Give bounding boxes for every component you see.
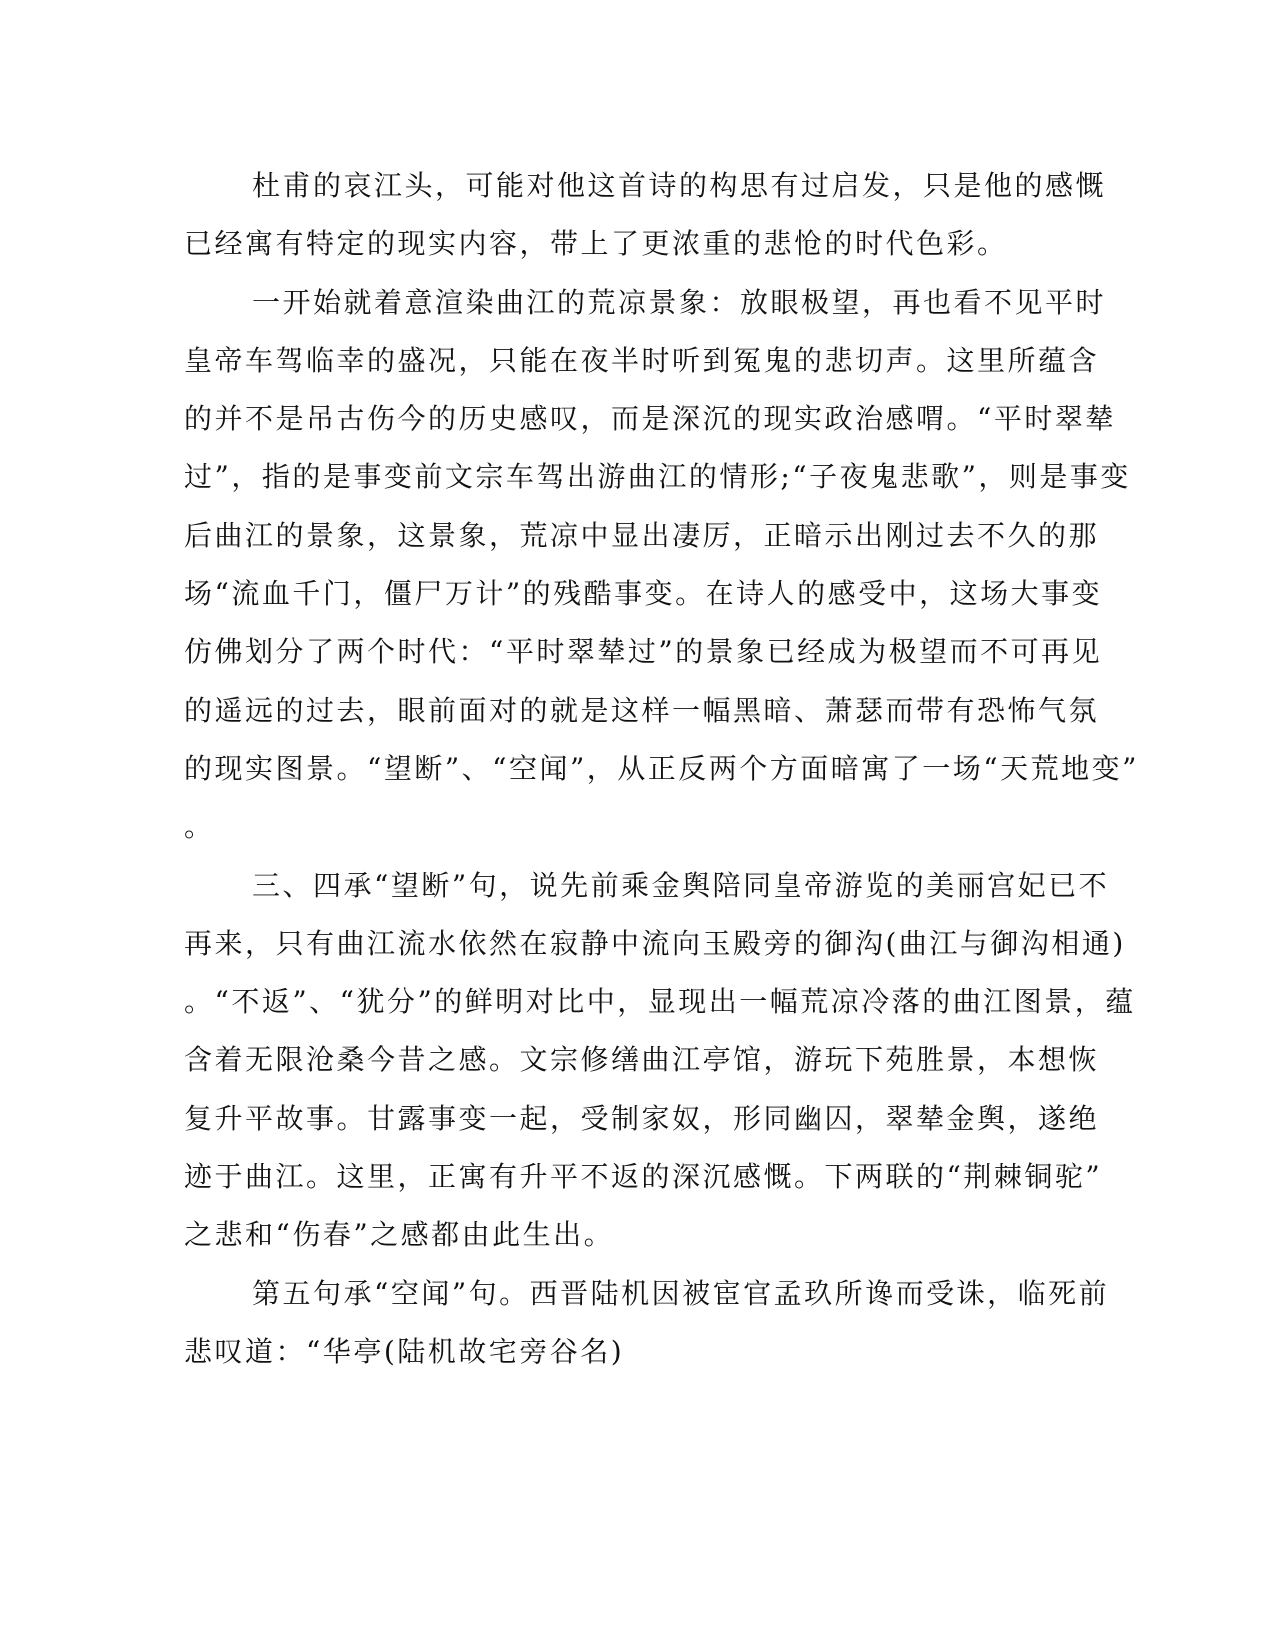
text-line: 含着无限沧桑今昔之感。文宗修缮曲江亭馆，游玩下苑胜景，本想恢 xyxy=(184,1043,1100,1077)
text-line: 过”，指的是事变前文宗车驾出游曲江的情形;“子夜鬼悲歌”，则是事变 xyxy=(184,460,1131,494)
text-line: 。 xyxy=(184,810,215,844)
text-line: 的现实图景。“望断”、“空闻”，从正反两个方面暗寓了一场“天荒地变” xyxy=(184,751,1139,785)
text-line: 杜甫的哀江头，可能对他这首诗的构思有过启发，只是他的感慨 xyxy=(252,169,1107,202)
text-line: 后曲江的景象，这景象，荒凉中显出凄厉，正暗示出刚过去不久的那 xyxy=(184,518,1100,552)
text-line: 场“流血千门，僵尸万计”的残酷事变。在诗人的感受中，这场大事变 xyxy=(184,577,1103,611)
text-line: 复升平故事。甘露事变一起，受制家奴，形同幽囚，翠辇金舆，遂绝 xyxy=(184,1101,1100,1135)
text-line: 迹于曲江。这里，正寓有升平不返的深沉感慨。下两联的“荆棘铜驼” xyxy=(184,1160,1103,1194)
text-line: 悲叹道：“华亭(陆机故宅旁谷名) xyxy=(184,1334,625,1368)
text-line: 的并不是吊古伤今的历史感叹，而是深沉的现实政治感喟。“平时翠辇 xyxy=(184,402,1116,436)
text-line: 之悲和“伤春”之感都由此生出。 xyxy=(184,1218,615,1252)
text-line: 第五句承“空闻”句。西晋陆机因被宦官孟玖所谗而受诛，临死前 xyxy=(252,1276,1110,1310)
text-line: 再来，只有曲江流水依然在寂静中流向玉殿旁的御沟(曲江与御沟相通) xyxy=(184,926,1126,960)
body-text xyxy=(184,157,1139,1381)
text-line: 的遥远的过去，眼前面对的就是这样一幅黑暗、萧瑟而带有恐怖气氛 xyxy=(184,693,1100,727)
text-line: 已经寓有特定的现实内容，带上了更浓重的悲怆的时代色彩。 xyxy=(184,227,1008,261)
text-line: 。“不返”、“犹分”的鲜明对比中，显现出一幅荒凉冷落的曲江图景，蕴 xyxy=(184,985,1136,1019)
text-line: 一开始就着意渲染曲江的荒凉景象：放眼极望，再也看不见平时 xyxy=(252,285,1107,319)
text-line: 皇帝车驾临幸的盛况，只能在夜半时听到冤鬼的悲切声。这里所蕴含 xyxy=(184,343,1100,377)
text-line: 仿佛划分了两个时代：“平时翠辇过”的景象已经成为极望而不可再见 xyxy=(184,635,1103,669)
text-line: 三、四承“望断”句，说先前乘金舆陪同皇帝游览的美丽宫妃已不 xyxy=(252,868,1110,902)
